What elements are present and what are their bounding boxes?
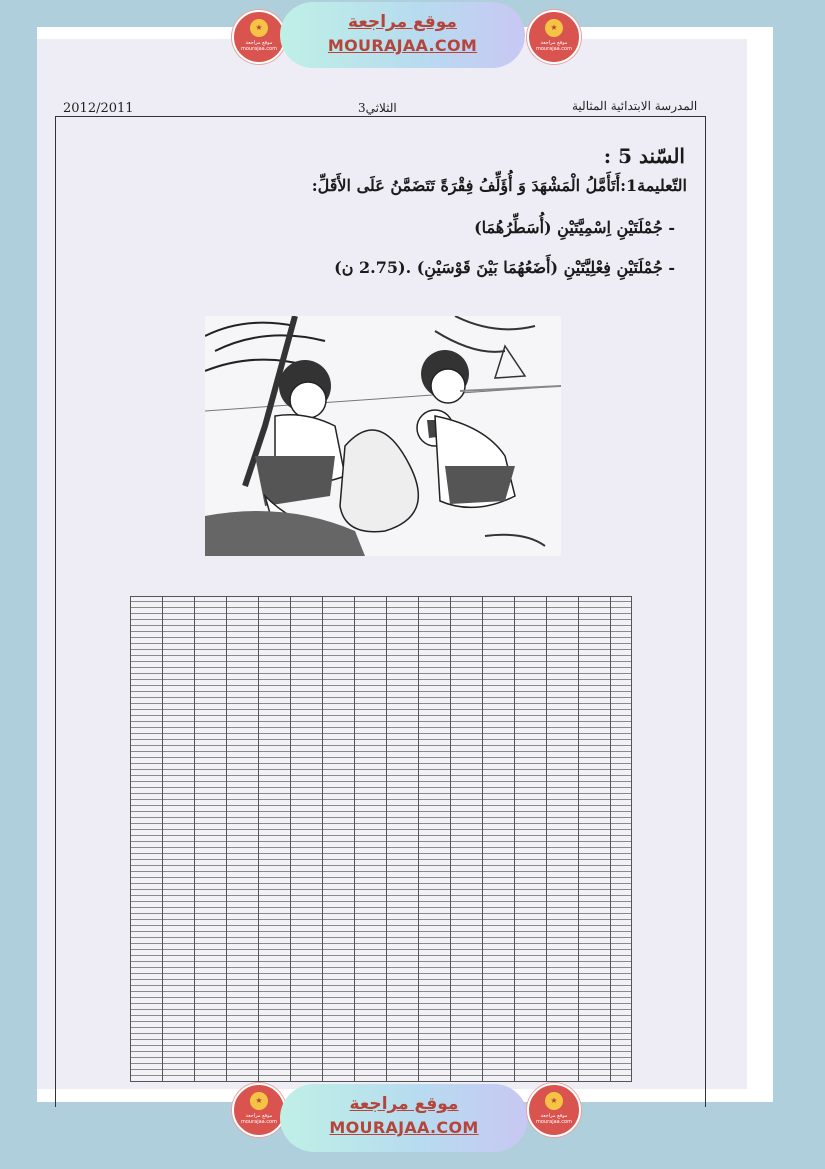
children-beach-illustration	[205, 316, 561, 556]
site-banner-bottom[interactable]	[280, 1084, 528, 1152]
school-name: المدرسة الابتدائية المثالية	[572, 99, 698, 113]
site-banner-top[interactable]	[280, 2, 525, 68]
term-label: الثلاثي3	[358, 101, 397, 115]
site-url[interactable]: MOURAJAA.COM	[327, 36, 478, 55]
site-name-arabic[interactable]: موقع مراجعة	[349, 1094, 459, 1114]
requirement-item-2: - جُمْلَتَيْنِ فِعْلِيَّتَيْنِ (أَضَعُهُمَا بَيْنَ قَوْسَيْنِ) .(2.75 ن)	[334, 258, 675, 277]
requirement-item-1: - جُمْلَتَيْنِ اِسْمِيَّتَيْنِ (أُسَطِّرُهُمَا)	[474, 218, 675, 237]
site-name-arabic[interactable]: موقع مراجعة	[348, 12, 457, 32]
writing-grid	[130, 596, 632, 1082]
logo-badge-bottom-right: ★ موقع مراجعة mourajaa.com	[527, 1083, 581, 1137]
logo-badge-top-left: ★ موقع مراجعة mourajaa.com	[232, 10, 286, 64]
section-title: السّند 5 :	[603, 144, 685, 168]
logo-badge-top-right: ★ موقع مراجعة mourajaa.com	[527, 10, 581, 64]
logo-badge-bottom-left: ★ موقع مراجعة mourajaa.com	[232, 1083, 286, 1137]
instruction-text: التّعليمة1:أَتَأَمَّلُ الْمَشْهَدَ وَ أُؤَلِّفُ فِقْرَةً تَتَضَمَّنُ عَلَى الأَقَلِّ:	[311, 176, 687, 195]
site-url[interactable]: MOURAJAA.COM	[329, 1118, 479, 1137]
school-year: 2012/2011	[63, 101, 134, 116]
